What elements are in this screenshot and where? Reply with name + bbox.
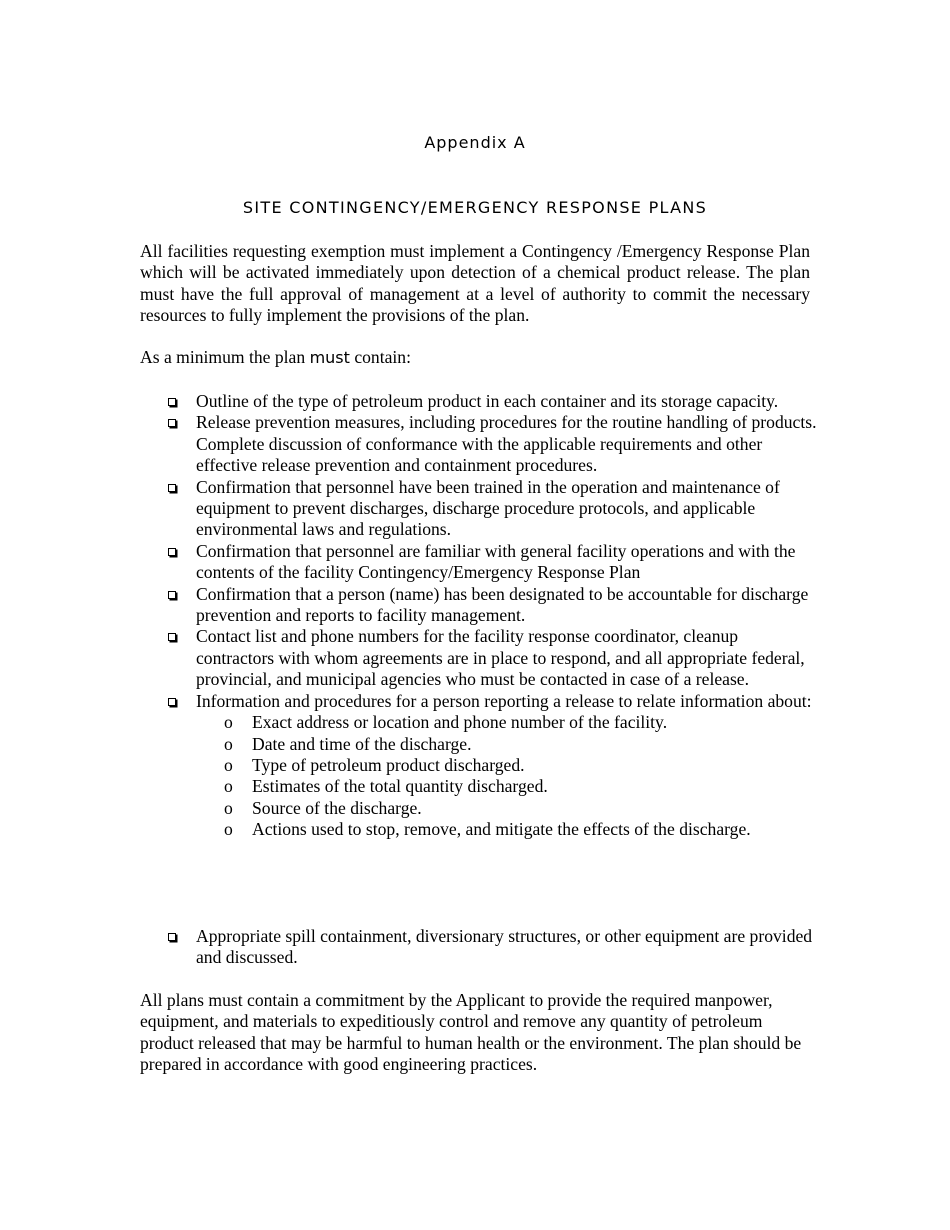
sub-list-item	[196, 798, 820, 819]
sub-list-item-text: Date and time of the discharge.	[252, 733, 472, 754]
list-item-text: Contact list and phone numbers for the facility response coordinator, cleanup contractors with whom agreements are in place to respond, and all appropriate federal, provincial, and municipal agencies who must be contacted in case of a release.	[196, 626, 805, 690]
list-item	[140, 584, 820, 627]
square-bullet-icon	[168, 548, 176, 556]
list-item-text: Confirmation that personnel are familiar with general facility operations and with the contents of the facility Contingency/Emergency Response Plan	[196, 540, 796, 583]
list-item	[140, 691, 820, 841]
report-details-sublist	[196, 712, 820, 840]
circle-bullet-icon: o	[224, 819, 233, 840]
final-requirements-list	[140, 926, 820, 969]
sub-list-item-text: Estimates of the total quantity discharged.	[252, 776, 548, 797]
circle-bullet-icon: o	[224, 712, 233, 733]
circle-bullet-icon: o	[224, 754, 233, 775]
square-bullet-icon	[168, 698, 176, 706]
list-item	[140, 477, 820, 541]
square-bullet-icon	[168, 633, 176, 641]
square-bullet-icon	[168, 419, 176, 427]
list-item-text: Release prevention measures, including procedures for the routine handling of products. Complete discussion of conformance with the applicable requirements and other effective release prevention and containment procedures.	[196, 412, 817, 476]
list-item-text: Information and procedures for a person reporting a release to relate information about:	[196, 690, 812, 711]
square-bullet-icon	[168, 484, 176, 492]
square-bullet-icon	[168, 398, 176, 406]
sub-list-item	[196, 819, 820, 840]
sub-list-item	[196, 734, 820, 755]
list-item-text: Confirmation that personnel have been trained in the operation and maintenance of equipment to prevent discharges, discharge procedure protocols, and applicable environmental laws and regulations.	[196, 476, 780, 540]
sub-list-item	[196, 776, 820, 797]
sub-list-item-text: Type of petroleum product discharged.	[252, 754, 525, 775]
list-item	[140, 541, 820, 584]
circle-bullet-icon: o	[224, 797, 233, 818]
sub-list-item-text: Exact address or location and phone number of the facility.	[252, 712, 668, 733]
minimum-prefix: As a minimum the plan	[140, 347, 310, 367]
square-bullet-icon	[168, 591, 176, 599]
list-item-text: Outline of the type of petroleum product in each container and its storage capacity.	[196, 391, 779, 411]
appendix-title: Appendix A	[424, 133, 526, 152]
list-item	[140, 926, 820, 969]
minimum-requirements-line	[140, 347, 810, 368]
list-item-text: Appropriate spill containment, diversionary structures, or other equipment are provided and discussed.	[196, 926, 813, 968]
list-item	[140, 626, 820, 690]
circle-bullet-icon: o	[224, 733, 233, 754]
sub-list-item-text: Source of the discharge.	[252, 797, 422, 818]
closing-paragraph: All plans must contain a commitment by the Applicant to provide the required manpower, equipment, and materials to expeditiously control and remove any quantity of petroleum product released that may be harmful to human health or the environment. The plan should be prepared in accordance with good engineering practices.	[140, 990, 802, 1075]
sub-list-item	[196, 755, 820, 776]
section-subtitle: SITE CONTINGENCY/EMERGENCY RESPONSE PLANS	[242, 198, 708, 217]
square-bullet-icon	[168, 933, 176, 941]
list-item	[140, 412, 820, 476]
minimum-suffix: contain:	[349, 347, 411, 367]
sub-list-item-text: Actions used to stop, remove, and mitigate the effects of the discharge.	[252, 819, 751, 840]
list-item-text: Confirmation that a person (name) has been designated to be accountable for discharge prevention and reports to facility management.	[196, 583, 809, 626]
list-item	[140, 391, 820, 412]
intro-paragraph: All facilities requesting exemption must implement a Contingency /Emergency Response Plan which will be activated immediately upon detection of a chemical product release. The plan must have the full approval of management at a level of authority to commit the necessary resources to fully implement the provisions of the plan.	[140, 241, 810, 326]
minimum-must: must	[309, 348, 350, 367]
requirements-list	[140, 391, 820, 841]
circle-bullet-icon: o	[224, 776, 233, 797]
sub-list-item	[196, 712, 820, 733]
